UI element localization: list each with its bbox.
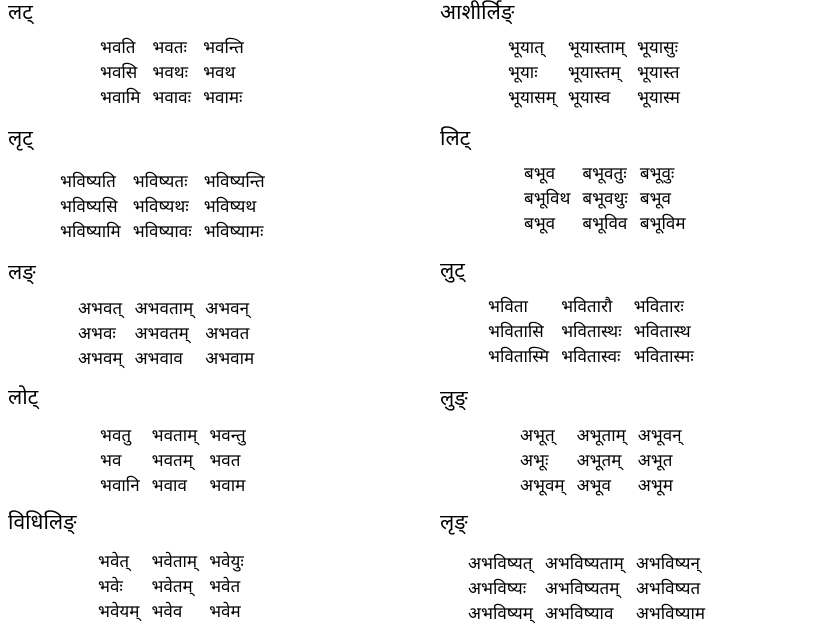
table-cell: अभूतम् [576, 451, 622, 471]
table-cell: भवेत् [98, 552, 130, 572]
table-row [524, 212, 698, 237]
section-heading: लङ् [8, 260, 36, 284]
table-row [78, 297, 266, 322]
table-cell: भवन्तु [209, 426, 246, 446]
conjugation-table [520, 424, 694, 499]
table-cell: अभवत [205, 324, 250, 344]
table-cell: अभवत् [78, 299, 123, 319]
table-row [100, 61, 256, 86]
table-row [508, 86, 692, 111]
table-cell: अभूताम् [576, 426, 626, 446]
section-heading: लट् [8, 0, 33, 24]
table-row [524, 187, 698, 212]
table-row [488, 345, 706, 370]
table-cell: भूयाः [508, 63, 538, 83]
table-cell: भवेताम् [151, 552, 198, 572]
table-cell: भवथः [152, 63, 189, 83]
table-cell: भवेम [209, 602, 241, 622]
table-cell: भूयासम् [508, 88, 556, 108]
section-heading: लुट् [440, 258, 465, 282]
table-cell: अभूवम् [520, 476, 565, 496]
section-heading: लृट् [8, 126, 33, 150]
table-cell: भवितारौ [561, 297, 613, 317]
table-row [524, 162, 698, 187]
table-cell: भवेयम् [98, 602, 140, 622]
table-cell: भवेः [98, 577, 123, 597]
table-cell: बभूव [524, 214, 556, 234]
table-row [520, 424, 694, 449]
conjugation-table [468, 552, 717, 627]
table-cell: अभविष्यम् [468, 604, 533, 624]
table-row [468, 602, 717, 627]
table-cell: अभविष्यः [468, 579, 527, 599]
table-cell: भवितास्थ [633, 322, 691, 342]
table-cell: अभवाम [205, 349, 255, 369]
table-cell: अभवतम् [134, 324, 189, 344]
table-cell: अभविष्याम [635, 604, 706, 624]
table-cell: भवितारः [633, 297, 684, 317]
table-cell: बभूवथुः [582, 189, 628, 209]
table-cell: अभूव [576, 476, 611, 496]
table-cell: भवामः [203, 88, 243, 108]
table-cell: अभविष्यताम् [544, 554, 624, 574]
table-cell: भूयास्त [636, 63, 680, 83]
table-cell: भवितास्थः [561, 322, 622, 342]
table-cell: बभूवुः [639, 164, 675, 184]
table-cell: भवाव [151, 476, 187, 496]
table-row [98, 600, 256, 625]
table-row [520, 449, 694, 474]
section-heading: लिट् [440, 126, 471, 150]
table-cell: भवतु [100, 426, 132, 446]
table-row [78, 322, 266, 347]
table-row [100, 36, 256, 61]
table-row [60, 170, 277, 195]
conjugation-table [98, 550, 256, 625]
table-cell: अभवाव [134, 349, 183, 369]
table-cell: अभवः [78, 324, 116, 344]
table-cell: भवत [209, 451, 241, 471]
table-cell: भवामि [100, 88, 141, 108]
conjugation-table [60, 170, 277, 245]
table-cell: अभवताम् [134, 299, 194, 319]
table-cell: भविष्यसि [60, 197, 118, 217]
table-cell: अभविष्याव [544, 604, 614, 624]
table-row [520, 474, 694, 499]
table-cell: भवाम [209, 476, 246, 496]
section-heading: विधिलिङ् [8, 510, 77, 534]
table-cell: बभूव [524, 164, 556, 184]
table-cell: भवेव [151, 602, 183, 622]
table-row [98, 550, 256, 575]
table-cell: अभूम [637, 476, 673, 496]
table-cell: अभूः [520, 451, 549, 471]
conjugation-table [100, 36, 256, 111]
table-cell: भवितास्मि [488, 347, 550, 367]
table-cell: भवितास्मः [633, 347, 694, 367]
table-cell: बभूविथ [524, 189, 571, 209]
conjugation-table [78, 297, 266, 372]
table-cell: भविष्यथ [203, 197, 257, 217]
table-row [100, 474, 258, 499]
table-cell: अभविष्यन् [635, 554, 700, 574]
table-cell: भवतः [152, 38, 187, 58]
table-row [100, 86, 256, 111]
table-cell: अभूत् [520, 426, 555, 446]
table-row [468, 552, 717, 577]
table-cell: भवति [100, 38, 136, 58]
table-cell: भव [100, 451, 122, 471]
table-cell: भूयास्तम् [567, 63, 621, 83]
table-cell: अभविष्यत [635, 579, 701, 599]
table-cell: भवथ [203, 63, 236, 83]
table-row [78, 347, 266, 372]
table-row [508, 61, 692, 86]
table-cell: भूयासुः [636, 38, 679, 58]
table-cell: भविष्यन्ति [203, 172, 265, 192]
table-cell: भवतम् [151, 451, 193, 471]
table-cell: भूयास्व [567, 88, 611, 108]
table-row [100, 424, 258, 449]
section-heading: लोट् [8, 385, 39, 409]
conjugation-table [508, 36, 692, 111]
conjugation-table [100, 424, 258, 499]
section-heading: लृङ् [440, 510, 468, 534]
table-row [60, 220, 277, 245]
table-cell: अभविष्यत् [468, 554, 533, 574]
table-cell: भवितास्वः [561, 347, 621, 367]
conjugation-table [488, 295, 706, 370]
table-row [468, 577, 717, 602]
table-row [488, 320, 706, 345]
table-cell: अभूत [637, 451, 673, 471]
table-cell: भविता [488, 297, 528, 317]
table-cell: भवसि [100, 63, 138, 83]
table-cell: भविष्यावः [132, 222, 192, 242]
table-row [100, 449, 258, 474]
table-cell: बभूव [639, 189, 671, 209]
section-heading: आशीर्लिङ् [440, 0, 515, 24]
table-cell: भूयास्ताम् [567, 38, 625, 58]
table-cell: अभविष्यतम् [544, 579, 620, 599]
table-row [98, 575, 256, 600]
table-cell: भविष्यथः [132, 197, 189, 217]
table-row [508, 36, 692, 61]
table-cell: भवेयुः [209, 552, 244, 572]
table-cell: भविष्यामः [203, 222, 264, 242]
table-cell: भविष्यतः [132, 172, 188, 192]
table-cell: भूयास्म [636, 88, 680, 108]
table-row [488, 295, 706, 320]
table-cell: भवेतम् [151, 577, 193, 597]
table-cell: बभूविम [639, 214, 686, 234]
table-cell: भवन्ति [203, 38, 244, 58]
table-cell: भवावः [152, 88, 192, 108]
table-cell: भवेत [209, 577, 241, 597]
table-cell: अभवम् [78, 349, 123, 369]
table-cell: भवताम् [151, 426, 198, 446]
table-cell: बभूवतुः [582, 164, 627, 184]
table-row [60, 195, 277, 220]
table-cell: भवानि [100, 476, 140, 496]
table-cell: भविष्यामि [60, 222, 121, 242]
table-cell: बभूविव [582, 214, 628, 234]
table-cell: अभूवन् [637, 426, 682, 446]
table-cell: भवितासि [488, 322, 544, 342]
conjugation-table [524, 162, 698, 237]
table-cell: भूयात् [508, 38, 544, 58]
table-cell: भविष्यति [60, 172, 116, 192]
table-cell: अभवन् [205, 299, 250, 319]
section-heading: लुङ् [440, 386, 468, 410]
